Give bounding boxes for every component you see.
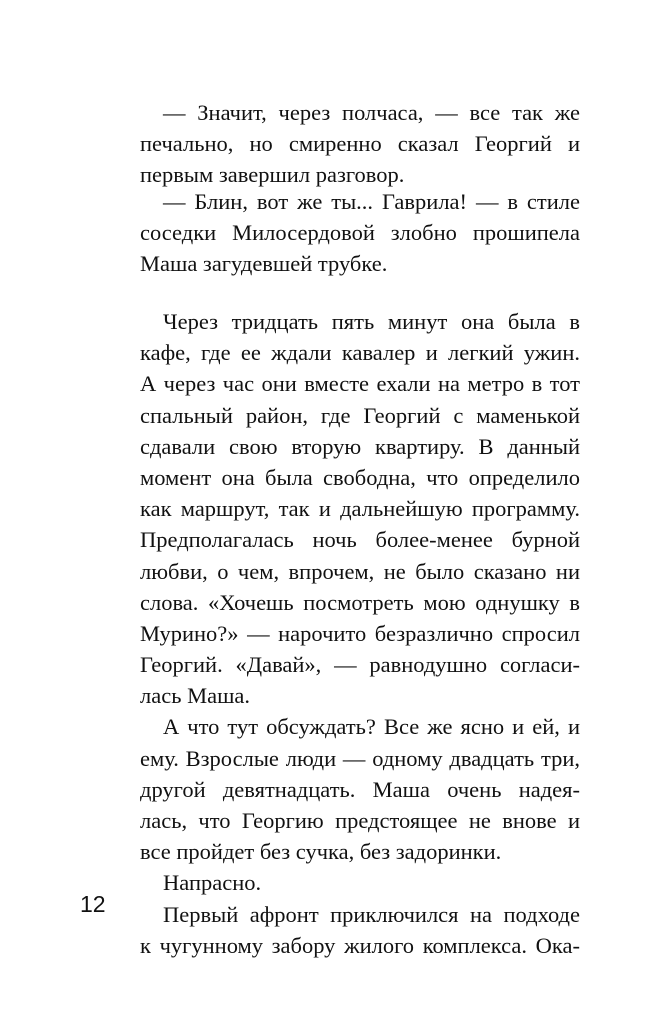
text-line: А через час они вместе ехали на метро в тот [140,371,580,397]
text-line: А что тут обсуждать? Все же ясно и ей, и [163,714,580,740]
paragraph-2 [140,186,580,280]
text-line: слова. «Хочешь посмотреть мою однушку в [140,589,580,615]
text-line: Через тридцать пять минут она была в [163,309,580,334]
text-line: момент она была свободна, что определило [140,464,580,490]
text-line: к чугунному забору жилого комплекса. Ока- [140,932,580,958]
text-line: — Значит, через полчаса, — все так же [163,100,580,125]
text-line: все пройдет без сучка, без задоринки. [140,839,502,865]
text-line: Мурино?» — нарочито безразлично спросил [140,620,580,646]
text-line: сдавали свою вторую квартиру. В данный [140,433,580,459]
text-line: лась, что Георгию предстоящее не внове и [140,808,580,833]
text-line: спальный район, где Георгий с маменькой [140,402,580,428]
paragraph-1 [140,97,580,191]
text-line: Маша загудевшей трубке. [140,251,388,277]
text-line: — Блин, вот же ты... Гаврила! — в стиле [163,189,580,214]
text-line: как маршрут, так и дальнейшую программу. [140,496,580,522]
text-line: соседки Милосердовой злобно прошипела [140,220,580,246]
text-line: кафе, где ее ждали кавалер и легкий ужин. [140,340,580,366]
page-number: 12 [80,891,106,917]
text-line: ему. Взрослые люди — одному двадцать три, [140,745,580,771]
text-line: печально, но смиренно сказал Георгий и [140,131,580,157]
text-line: Предполагалась ночь более-менее бурной [140,527,580,553]
text-line: другой девятнадцать. Маша очень надея- [140,776,580,802]
text-line: любви, о чем, впрочем, не было сказано ни [140,558,580,584]
text-line: первым завершил разговор. [140,162,405,188]
text-line: Напрасно. [163,870,262,896]
text-line: Первый афронт приключился на подходе [163,901,580,927]
text-line: лась Маша. [140,683,251,709]
text-line: Георгий. «Давай», — равнодушно согласи- [140,652,580,678]
paragraph-main [140,306,580,961]
